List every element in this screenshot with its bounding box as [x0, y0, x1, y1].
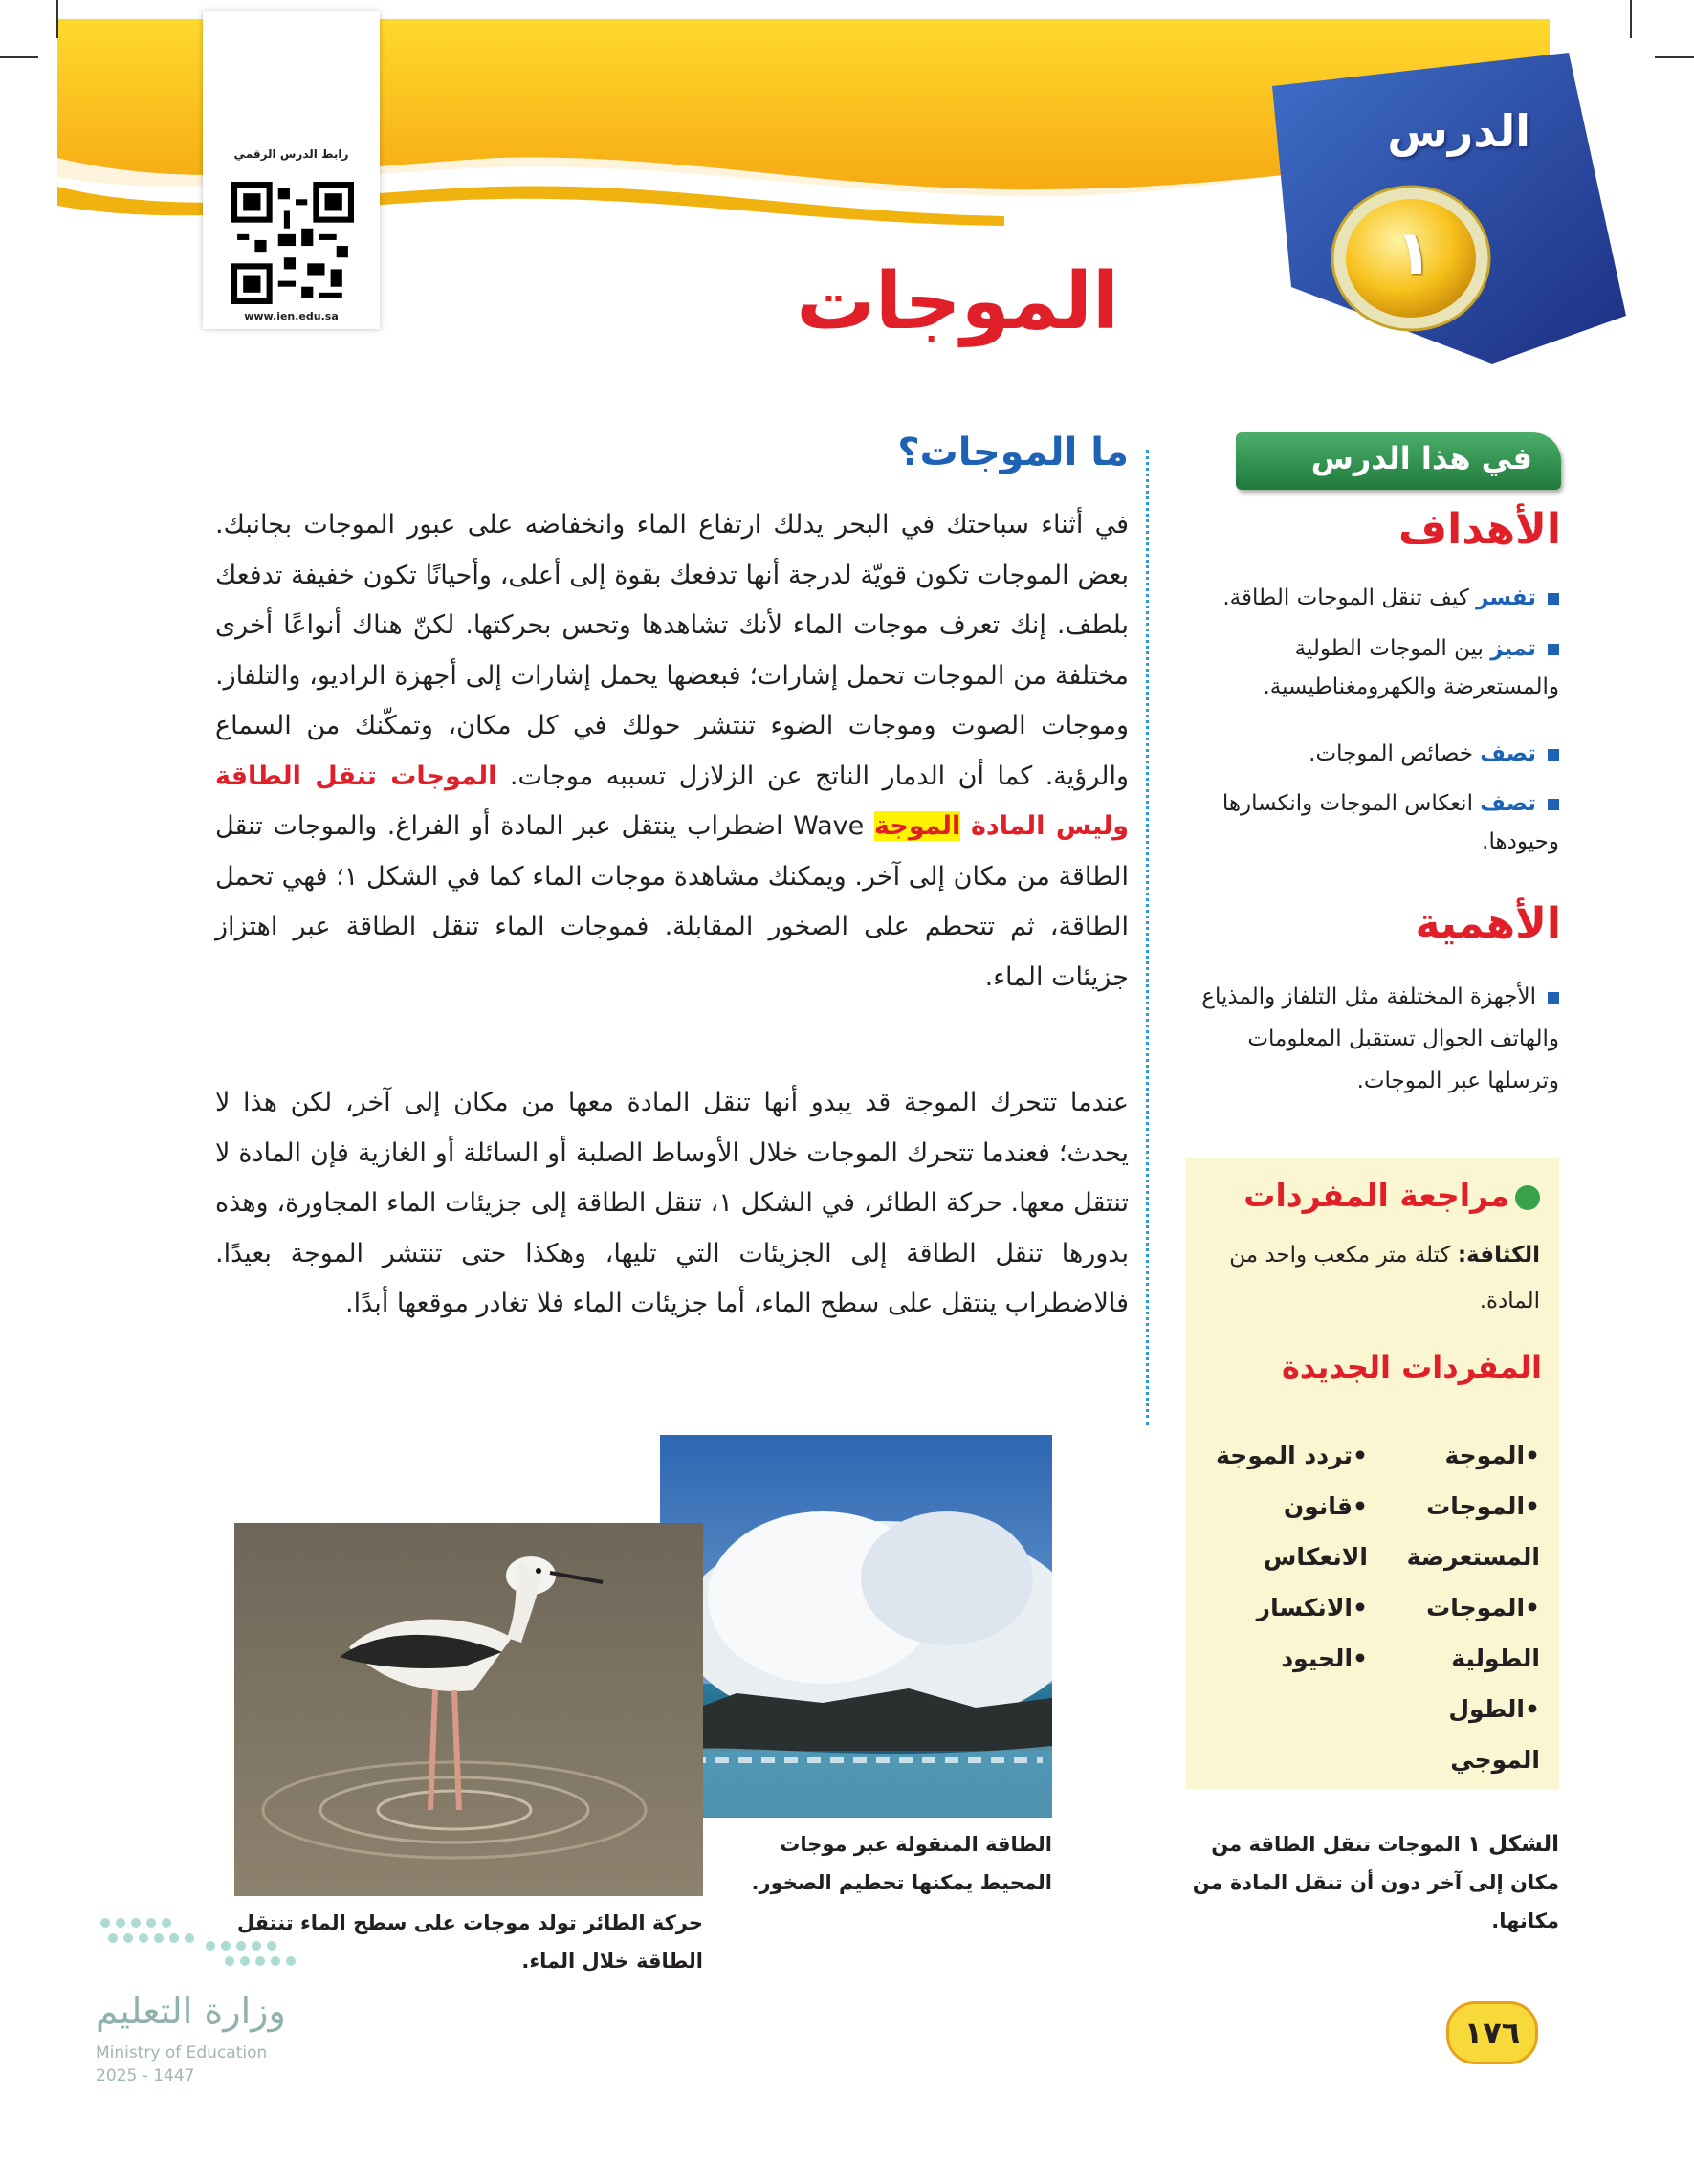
new-vocab-title: المفردات الجديدة: [1282, 1349, 1542, 1385]
vocab-item: •الموجة: [1444, 1442, 1540, 1469]
qr-url[interactable]: www.ien.edu.sa: [244, 310, 339, 322]
figure-label: الشكل ١: [1467, 1832, 1559, 1857]
importance-text: الأجهزة المختلفة مثل التلفاز والمذياع والهاتف الجوال تستقبل المعلومات وترسلها عبر الموجات.: [1201, 984, 1559, 1093]
page-title: الموجات: [796, 256, 1119, 347]
objective-item: تميز بين الموجات الطولية والمستعرضة والكهرومغناطيسية.: [1263, 636, 1559, 699]
qr-card[interactable]: [203, 11, 380, 329]
ministry-logo-icon: [96, 1904, 316, 1980]
objectives-heading: الأهداف: [1398, 505, 1561, 554]
bird-caption: حركة الطائر تولد موجات على سطح الماء تنتقل الطاقة خلال الماء.: [236, 1911, 703, 1973]
review-circle-icon: [1515, 1185, 1540, 1210]
key-idea: الموجات تنقل الطاقة وليس المادة: [215, 761, 1129, 841]
ministry-year: 2025 - 1447: [96, 2066, 195, 2085]
vocab-item: •الانكسار: [1256, 1594, 1368, 1621]
objective-item: تصف انعكاس الموجات وانكسارها وحيودها.: [1221, 791, 1559, 854]
bullet-icon: [1548, 644, 1559, 655]
figure-caption: الشكل ١ الموجات تنقل الطاقة من مكان إلى آخر دون أن تنقل المادة من مكانها.: [1192, 1832, 1559, 1932]
lesson-label: الدرس: [1387, 105, 1530, 157]
in-this-lesson-tab: [1236, 432, 1561, 490]
vocab-box: [1186, 1158, 1559, 1789]
qr-label: رابط الدرس الرقمي: [233, 147, 349, 161]
bullet-icon: [1548, 593, 1559, 605]
vocab-item: •تردد الموجة: [1216, 1442, 1368, 1469]
bird-photo: [234, 1523, 703, 1896]
vocab-item: •الحيود: [1281, 1644, 1368, 1672]
ocean-wave-photo: [660, 1435, 1052, 1818]
new-vocab-column: [1196, 1430, 1368, 1684]
vocab-item: •الطول الموجي: [1448, 1695, 1540, 1774]
new-vocab-column: [1377, 1430, 1540, 1785]
bullet-icon: [1548, 749, 1559, 761]
bullet-icon: [1548, 992, 1559, 1004]
lesson-number: ١: [1395, 218, 1433, 289]
in-this-lesson-label: في هذا الدرس: [1310, 440, 1532, 476]
qr-code-icon[interactable]: [231, 182, 354, 304]
ministry-name-en: Ministry of Education: [96, 2043, 268, 2063]
bullet-icon: [1548, 799, 1559, 810]
column-divider: [1146, 450, 1149, 1425]
page-number: ١٧٦: [1446, 2001, 1538, 2064]
ministry-name-ar: وزارة التعليم: [96, 1990, 286, 2032]
section-heading: ما الموجات؟: [897, 430, 1129, 474]
wave-caption: الطاقة المنقولة عبر موجات المحيط يمكنها تحطيم الصخور.: [751, 1833, 1052, 1894]
main-paragraph: في أثناء سباحتك في البحر يدلك ارتفاع الماء وانخفاضه على عبور الموجات بجانبك. بعض الموجات تكون قويّة لدرجة أنها تدفعك بقوة إلى أعلى، وأحيانًا تكون خفيفة تدفعك بلطف. إنك تعرف موجات الماء لأنك تشاهدها وتحس بحركتها. لكنّ هناك أنواعًا أخرى مختلفة من الموجات تحمل إشارات؛ فبعضها يحمل إشارات إلى أجهزة الراديو، والتلفاز. وموجات الصوت وموجات الضوء تنتشر حولك في كل مكان، وتمكّنك من السماع والرؤية. كما أن الدمار الناتج عن الزلازل تسببه موجات. الموجات تنقل الطاقة وليس المادة الموجة Wave اضطراب ينتقل عبر المادة أو الفراغ. والموجات تنقل الطاقة من مكان إلى آخر. ويمكنك مشاهدة موجات الماء كما في الشكل ١؛ فهي تحمل الطاقة، ثم تتحطم على الصخور المقابلة. فموجات الماء تنقل الطاقة عبر اهتزاز جزيئات الماء.: [215, 510, 1129, 992]
vocab-item: •الموجات الطولية: [1426, 1594, 1540, 1672]
vocab-review-definition: الكثافة: كتلة متر مكعب واحد من المادة.: [1229, 1243, 1540, 1313]
vocab-item: •الموجات المستعرضة: [1406, 1492, 1540, 1571]
highlighted-term: الموجة: [873, 811, 961, 841]
objective-item: تفسر كيف تنقل الموجات الطاقة.: [1186, 579, 1559, 617]
vocab-item: •قانون الانعكاس: [1263, 1492, 1368, 1571]
importance-heading: الأهمية: [1415, 899, 1561, 948]
main-paragraph: عندما تتحرك الموجة قد يبدو أنها تنقل المادة معها من مكان إلى آخر، لكن هذا لا يحدث؛ فعندما تتحرك الموجات خلال الأوساط الصلبة أو السائلة أو الغازية فإن المادة لا تنتقل معها. حركة الطائر، في الشكل ١، تنقل الطاقة إلى جزيئات الماء المجاورة، وهذه بدورها تنقل الطاقة إلى الجزيئات التي تليها، وهكذا حتى تنتشر الموجة بعيدًا. فالاضطراب ينتقل على سطح الماء، أما جزيئات الماء فلا تغادر موقعها أبدًا.: [215, 1088, 1129, 1318]
objective-item: تصف خصائص الموجات.: [1186, 735, 1559, 773]
vocab-review-title: مراجعة المفردات: [1186, 1177, 1540, 1214]
